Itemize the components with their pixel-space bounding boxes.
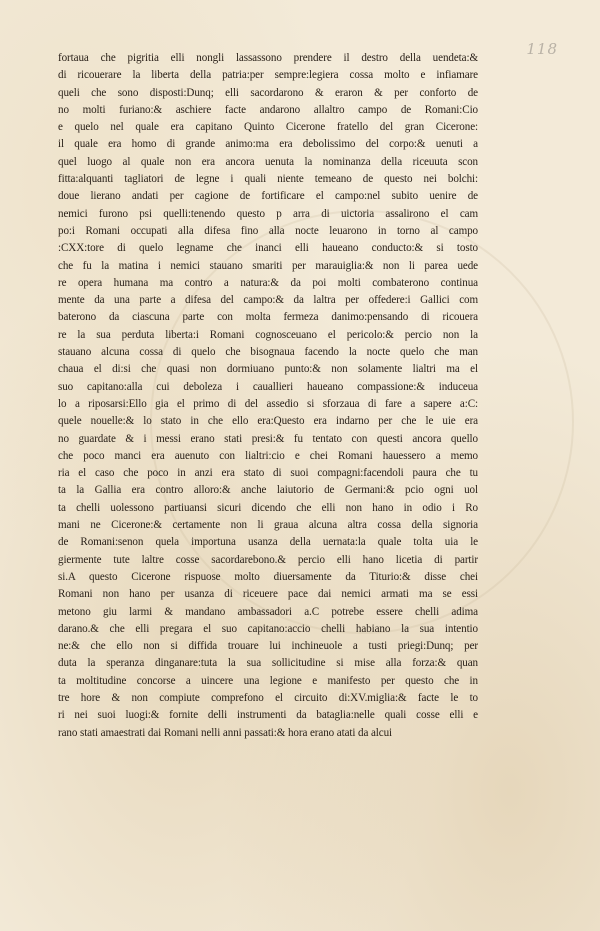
- text-line: doue lierano andati per cagione de fortificare el campo:nel subito uenire de: [58, 190, 478, 203]
- text-line: ta moltitudine concorse a uincere una legione e manifesto per questo che in: [58, 674, 478, 687]
- text-line: no guardate & i messi erano stati presi:& fu tentato con questi ancora quello: [58, 432, 478, 445]
- text-line: :CXX:tore di quelo legname che inanci elli haueano conducto:& si tosto: [58, 242, 478, 255]
- text-line: chaua el di:si che quasi non dormiuano punto:& non solamente lialtri ma el: [58, 363, 478, 376]
- text-line: di ricouerare la liberta della patria:per sempre:legiera cossa molto e infiamare: [58, 69, 478, 82]
- text-line: duta la speranza dinganare:tuta la sua sollicitudine si mise alla forza:& quan: [58, 657, 478, 670]
- text-line: giermente tute laltre cosse sacordarebono.& percio elli hano licetia di partir: [58, 553, 478, 566]
- text-line: re opera humana ma contro a natura:& da poi molti combaterono continua: [58, 276, 478, 289]
- text-line: metono giu larmi & mandano ambassadori a.C potrebe essere chelli adima: [58, 605, 478, 618]
- text-line: ta la Gallia era contro alloro:& anche laiutorio de Germani:& pcio ogni uol: [58, 484, 478, 497]
- text-line: nemici furono psi quelli:tenendo questo p arra di uictoria assalirono el cam: [58, 207, 478, 220]
- text-line: tre hore & non compiute comprefono el circuito di:XV.miglia:& facte le to: [58, 691, 478, 704]
- text-line: quele nouelle:& lo stato in che ello era:Questo era indarno per che le uie era: [58, 415, 478, 428]
- text-line: queli che sono disposti:Dunq; elli sacordarono & eraron & per conforto de: [58, 86, 478, 99]
- text-line: no molti furiano:& aschiere facte andarono allaltro campo de Romani:Cio: [58, 103, 478, 116]
- text-line: de Romani:senon quela importuna usanza della uernata:la quale tolta uia le: [58, 536, 478, 549]
- text-line: re la sua perduta liberta:i Romani cognosceuano el pericolo:& percio non la: [58, 328, 478, 341]
- text-line: ria el caso che poco in anzi era stato di suoi compagni:facendoli paura che tu: [58, 467, 478, 480]
- text-line: ne:& che ello non si diffida trouare lui inchineuole a tusti priegi:Dunq; per: [58, 640, 478, 653]
- text-line: ta chelli uolessono partiuansi sicuri dicendo che elli non hano in odio i Ro: [58, 501, 478, 514]
- text-line: che fu la matina i nemici stauano smariti per marauiglia:& non li parea uede: [58, 259, 478, 272]
- text-line: po:i Romani occupati alla difesa fino alla nocte leuarono in torno al campo: [58, 224, 478, 237]
- text-line: ri nei suoi luogi:& fornite delli instrumenti da bataglia:nelle quali cosse elli e: [58, 709, 478, 722]
- text-line: mente da una parte a difesa del campo:& da laltra per offedere:i Gallici com: [58, 294, 478, 307]
- text-line: quel luogo al quale non era ancora uenuta la nominanza della riceuuta scon: [58, 155, 478, 168]
- text-line: lo a riposarsi:Ello gia el primo di del assedio si sforzaua di fare a sapere a:C:: [58, 397, 478, 410]
- folio-number: 118: [526, 40, 558, 58]
- text-line: Romani non hano per usanza di riceuere pace dai nemici armati ma se essi: [58, 588, 478, 601]
- text-line: darano.& che elli pregara el suo capitano:accio chelli habiano la sua intentio: [58, 622, 478, 635]
- text-line: suo capitano:alla cui deboleza i cauallieri haueano compassione:& induceua: [58, 380, 478, 393]
- text-line: il quale era homo di grande animo:ma era debolissimo del corpo:& uenuti a: [58, 138, 478, 151]
- text-line: fortaua che pigritia elli nongli lassassono prendere il destro della uendeta:&: [58, 52, 478, 64]
- text-line: fitta:alquanti tagliatori de legne i quali niente temeano de questo nei bolchi:: [58, 173, 478, 186]
- text-line: stauano alcuna cossa di quelo che bisognaua facendo la nocte quelo che man: [58, 346, 478, 359]
- text-line: baterono da ciascuna parte con molta fermeza danimo:pensando di ricouera: [58, 311, 478, 324]
- text-line: rano stati amaestrati dai Romani nelli anni passati:& hora erano atati da alcui: [58, 726, 393, 739]
- text-line: e quelo nel quale era capitano Quinto Cicerone fratello del gran Cicerone:: [58, 121, 478, 134]
- text-line: che poco manci era auenuto con lialtri:cio e chei Romani hauessero a memo: [58, 449, 478, 462]
- text-block: [58, 50, 478, 742]
- text-line: mani ne Cicerone:& certamente non li graua alcuna altra cossa della signoria: [58, 519, 478, 532]
- text-line: si.A questo Cicerone rispuose molto diuersamente da Titurio:& disse chei: [58, 570, 478, 583]
